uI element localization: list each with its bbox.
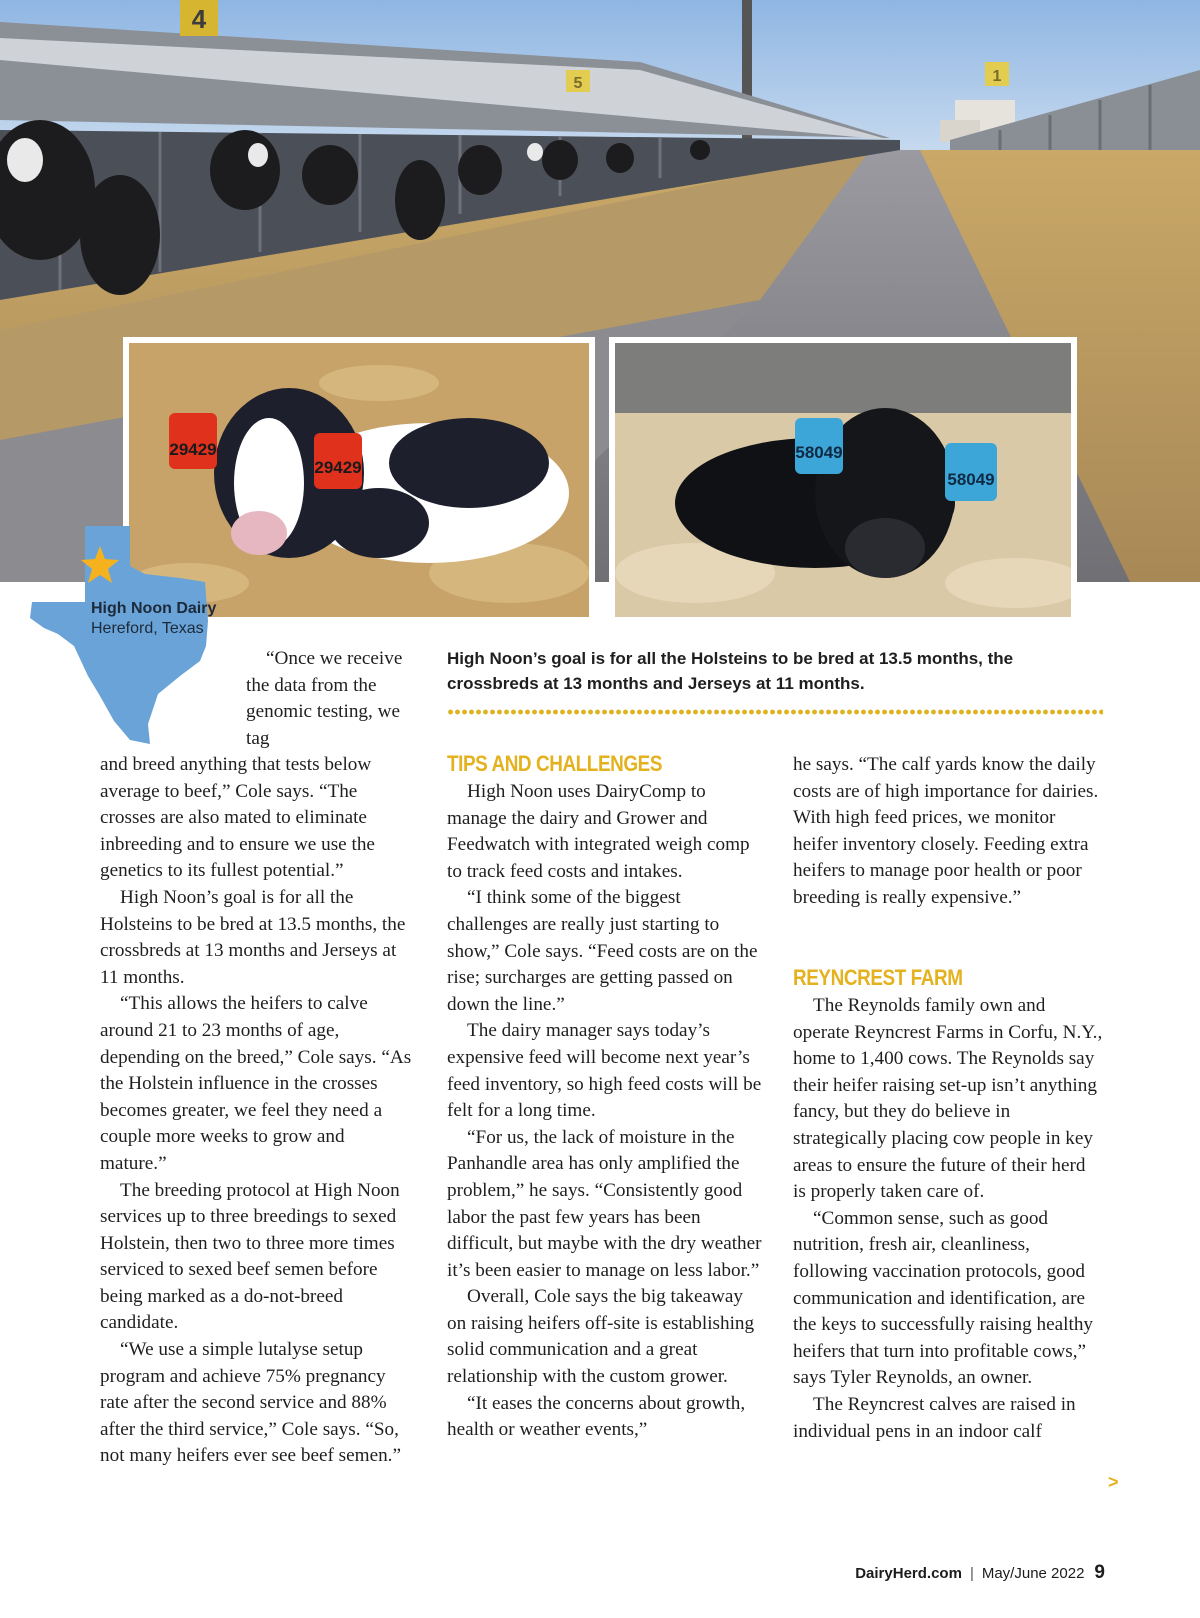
page-number: 9 bbox=[1094, 1562, 1105, 1583]
paragraph: “This allows the heifers to calve around 21 to 23 months of age, depending on the breed,” Cole says. “As the Holstein influence in the crosses becomes greater, we feel they need a couple more weeks to grow and mature.” bbox=[100, 993, 412, 1174]
svg-text:29429: 29429 bbox=[169, 440, 217, 459]
paragraph: and breed anything that tests below average to beef,” Cole says. “The crosses are also mated to eliminate inbreeding and to ensure we use the genetics to its fullest potential.” bbox=[100, 754, 375, 882]
photo-caption: High Noon’s goal is for all the Holsteins to be bred at 13.5 months, the crossbreds at 13 months and Jerseys at 11 months. bbox=[447, 649, 1014, 693]
footer-issue: May/June 2022 bbox=[981, 1565, 1085, 1582]
paragraph: he says. “The calf yards know the daily costs are of high importance for dairies. With high feed prices, we monitor heifer inventory closely. Feeding extra heifers to manage poor health or poor breeding is really expensive.” bbox=[793, 754, 1099, 908]
paragraph: The dairy manager says today’s expensive feed will become next year’s feed inventory, so high feed costs will be felt for a long time. bbox=[447, 1020, 762, 1122]
paragraph: High Noon uses DairyComp to manage the dairy and Grower and Feedwatch with integrated weigh comp to track feed costs and intakes. bbox=[447, 781, 750, 882]
dairy-name-label: High Noon Dairy bbox=[91, 600, 217, 617]
paragraph: The Reyncrest calves are raised in individual pens in an indoor calf bbox=[793, 1393, 1076, 1442]
pen-sign-1 bbox=[985, 62, 1009, 86]
paragraph: Overall, Cole says the big takeaway on raising heifers off-site is establishing solid communication and a great relationship with the custom grower. bbox=[447, 1286, 755, 1388]
column-3 bbox=[793, 993, 1103, 1445]
crossbred-calf-photo bbox=[609, 337, 1077, 623]
paragraph: “It eases the concerns about growth, health or weather events,” bbox=[447, 1392, 746, 1441]
paragraph: “Once we receive the data from the genomic testing, we tag bbox=[246, 648, 403, 749]
pen-sign-4 bbox=[180, 0, 218, 36]
continue-arrow-icon: > bbox=[1108, 1472, 1119, 1492]
dotted-divider bbox=[447, 708, 1103, 716]
svg-text:1: 1 bbox=[992, 68, 1002, 85]
svg-text:29429: 29429 bbox=[314, 458, 362, 477]
pen-sign-5 bbox=[566, 70, 590, 92]
column-2 bbox=[447, 779, 763, 1444]
footer-site: DairyHerd.com bbox=[855, 1565, 962, 1582]
paragraph: The Reynolds family own and operate Reyncrest Farms in Corfu, N.Y., home to 1,400 cows. The Reynolds say their heifer raising set-up isn’t anything fancy, but they do believe in strategically placing cow people in key areas to ensure the future of their herd is properly taken care of. bbox=[793, 995, 1103, 1203]
paragraph: “We use a simple lutalyse setup program and achieve 75% pregnancy rate after the second service and 88% after the third service,” Cole says. “So, not many heifers ever see beef semen.” bbox=[100, 1339, 401, 1467]
paragraph: High Noon’s goal is for all the Holsteins to be bred at 13.5 months, the crossbreds at 13 months and Jerseys at 11 months. bbox=[100, 886, 406, 988]
paragraph: “For us, the lack of moisture in the Panhandle area has only amplified the problem,” he says. “Consistently good labor the past few years has been difficult, but maybe with the dry weather it’s been easier to manage on less labor.” bbox=[447, 1126, 762, 1281]
svg-text:4: 4 bbox=[191, 4, 207, 34]
svg-text:58049: 58049 bbox=[795, 443, 843, 462]
svg-text:5: 5 bbox=[573, 75, 583, 92]
star-icon bbox=[80, 545, 120, 585]
section-heading-reyncrest: REYNCREST FARM bbox=[793, 965, 963, 990]
svg-text:58049: 58049 bbox=[947, 470, 995, 489]
column-1 bbox=[100, 752, 412, 1470]
paragraph: “Common sense, such as good nutrition, fresh air, cleanliness, following vaccination protocols, good communication and identification, are the keys to successfully raising healthy heifers that turn into profitable cows,” says Tyler Reynolds, an owner. bbox=[793, 1207, 1094, 1389]
dairy-location-label: Hereford, Texas bbox=[91, 620, 204, 637]
section-heading-tips: TIPS AND CHALLENGES bbox=[447, 751, 663, 776]
column-1-intro bbox=[246, 646, 411, 752]
page-footer bbox=[855, 1562, 1105, 1584]
column-3-top bbox=[793, 752, 1103, 912]
paragraph: “I think some of the biggest challenges are really just starting to show,” Cole says. “Feed costs are on the rise; surcharges are getting passed on down the line.” bbox=[447, 887, 758, 1015]
footer-separator: | bbox=[969, 1565, 974, 1582]
paragraph: The breeding protocol at High Noon services up to three breedings to sexed Holstein, then two to three more times serviced to sexed beef semen before being marked as a do-not-breed candidate. bbox=[100, 1179, 400, 1334]
